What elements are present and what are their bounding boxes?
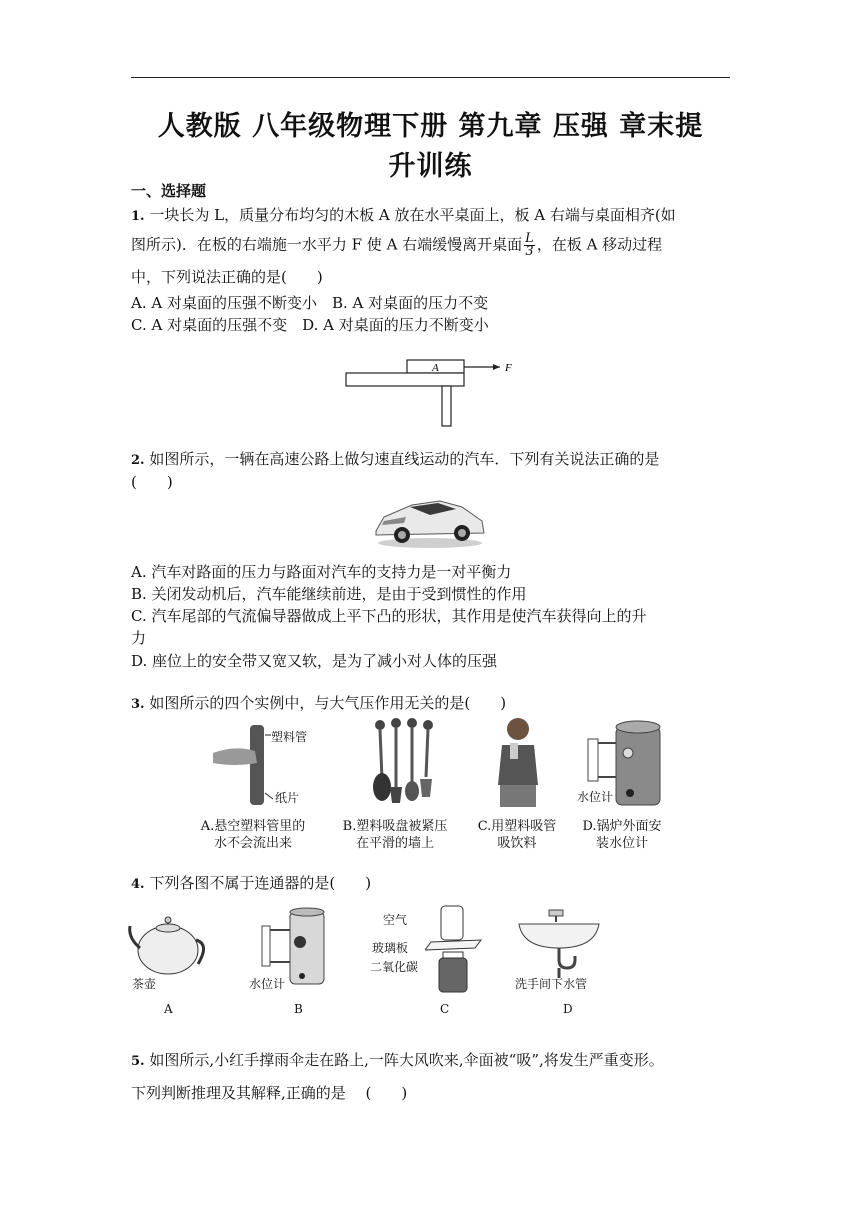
label-paper-card: 纸片 (275, 791, 300, 805)
caption-c-line2: 吸饮料 (497, 836, 537, 851)
caption-a-line1: A.悬空塑料管里的 (200, 819, 306, 834)
gas-jars-figure (425, 902, 485, 994)
q2-line1 (131, 448, 659, 472)
q1-options-cd: C. A 对桌面的压强不变 D. A 对桌面的压力不断变小 (131, 316, 489, 334)
q3-caption-c (462, 818, 572, 852)
q1-line3: 中，下列说法正确的是( ) (131, 268, 323, 286)
label-water-gauge-b: 水位计 (249, 977, 286, 991)
q1-text-a: 图所示)．在板的右端施一水平力 F 使 A 右端缓慢离开桌面 (131, 235, 523, 254)
label-glass-plate: 玻璃板 (372, 941, 409, 955)
q3-caption-d (570, 818, 674, 852)
teapot-figure (128, 908, 212, 976)
sports-car-image (370, 491, 490, 551)
board-label: A (432, 362, 439, 374)
q2-option-b: B. 关闭发动机后，汽车能继续前进，是由于受到惯性的作用 (131, 585, 527, 603)
caption-b-line2: 在平滑的墙上 (355, 836, 434, 851)
q3-number: 3. (131, 697, 145, 712)
q1-line2 (131, 233, 662, 258)
caption-d-line1: D.锅炉外面安 (582, 819, 662, 834)
fraction-l-over-3 (524, 233, 535, 258)
sink-drain-figure (515, 908, 603, 980)
q4-label-b: B (294, 1002, 303, 1016)
q5-number: 5. (131, 1054, 145, 1069)
caption-d-line2: 装水位计 (595, 836, 648, 851)
q2-line2: ( ) (131, 473, 173, 491)
q4-label-c: C (440, 1002, 450, 1016)
q4-line1 (131, 872, 371, 896)
label-water-gauge: 水位计 (577, 790, 614, 804)
q3-caption-b (330, 818, 460, 852)
page-title: 人教版 八年级物理下册 第九章 压强 章末提 (157, 111, 704, 142)
q5-line2: 下列判断推理及其解释,正确的是 ( ) (131, 1084, 408, 1102)
fraction-numerator: L (525, 231, 534, 246)
force-label: F (505, 362, 512, 374)
q1-number: 1. (131, 209, 145, 224)
boy-drinking-figure (488, 715, 548, 809)
q2-option-a: A. 汽车对路面的压力与路面对汽车的支持力是一对平衡力 (131, 563, 512, 581)
q2-option-d: D. 座位上的安全带又宽又软，是为了减小对人体的压强 (131, 652, 498, 670)
label-carbon-dioxide: 二氧化碳 (370, 960, 419, 974)
q3-line1 (131, 692, 506, 716)
q2-option-c: C. 汽车尾部的气流偏导器做成上平下凸的形状，其作用是使汽车获得向上的升 (131, 607, 647, 625)
q5-line1 (131, 1049, 664, 1073)
q2-text: 如图所示，一辆在高速公路上做匀速直线运动的汽车．下列有关说法正确的是 (149, 450, 660, 468)
q3-caption-a (188, 818, 318, 852)
table-top (346, 373, 464, 386)
suction-hooks-figure (368, 717, 448, 807)
label-plastic-tube: 塑料管 (271, 730, 308, 744)
q2-number: 2. (131, 453, 145, 468)
top-rule (131, 77, 730, 78)
caption-c-line1: C.用塑料吸管 (477, 819, 557, 834)
label-drain-pipe: 洗手间下水管 (515, 977, 588, 991)
q1-options-ab: A. A 对桌面的压强不断变小 B. A 对桌面的压力不变 (131, 294, 489, 312)
q5-text: 如图所示,小红手撑雨伞走在路上,一阵大风吹来,伞面被“吸”,将发生严重变形。 (149, 1051, 664, 1069)
q1-line1 (131, 204, 676, 228)
page-title-continued: 升训练 (388, 151, 473, 182)
caption-a-line2: 水不会流出来 (213, 836, 292, 851)
label-teapot: 茶壶 (132, 977, 157, 991)
q1-text-b: ，在板 A 移动过程 (536, 235, 663, 254)
arrow-head-icon (493, 364, 500, 370)
q1-board-figure (340, 355, 530, 429)
q3-text: 如图所示的四个实例中，与大气压作用无关的是( ) (149, 694, 507, 712)
section-heading: 一、选择题 (131, 182, 207, 200)
q4-label-d: D (563, 1002, 573, 1016)
q4-number: 4. (131, 877, 145, 892)
boiler-gauge-figure (250, 906, 332, 986)
caption-b-line1: B.塑料吸盘被紧压 (342, 819, 448, 834)
q1-text: 一块长为 L，质量分布均匀的木板 A 放在水平桌面上，板 A 右端与桌面相齐(如 (149, 206, 676, 224)
q2-option-c-continued: 力 (131, 629, 147, 647)
fraction-denominator: 3 (525, 244, 534, 259)
table-leg (442, 386, 451, 426)
q4-label-a: A (164, 1002, 173, 1016)
label-air: 空气 (383, 913, 408, 927)
q4-text: 下列各图不属于连通器的是( ) (149, 874, 372, 892)
